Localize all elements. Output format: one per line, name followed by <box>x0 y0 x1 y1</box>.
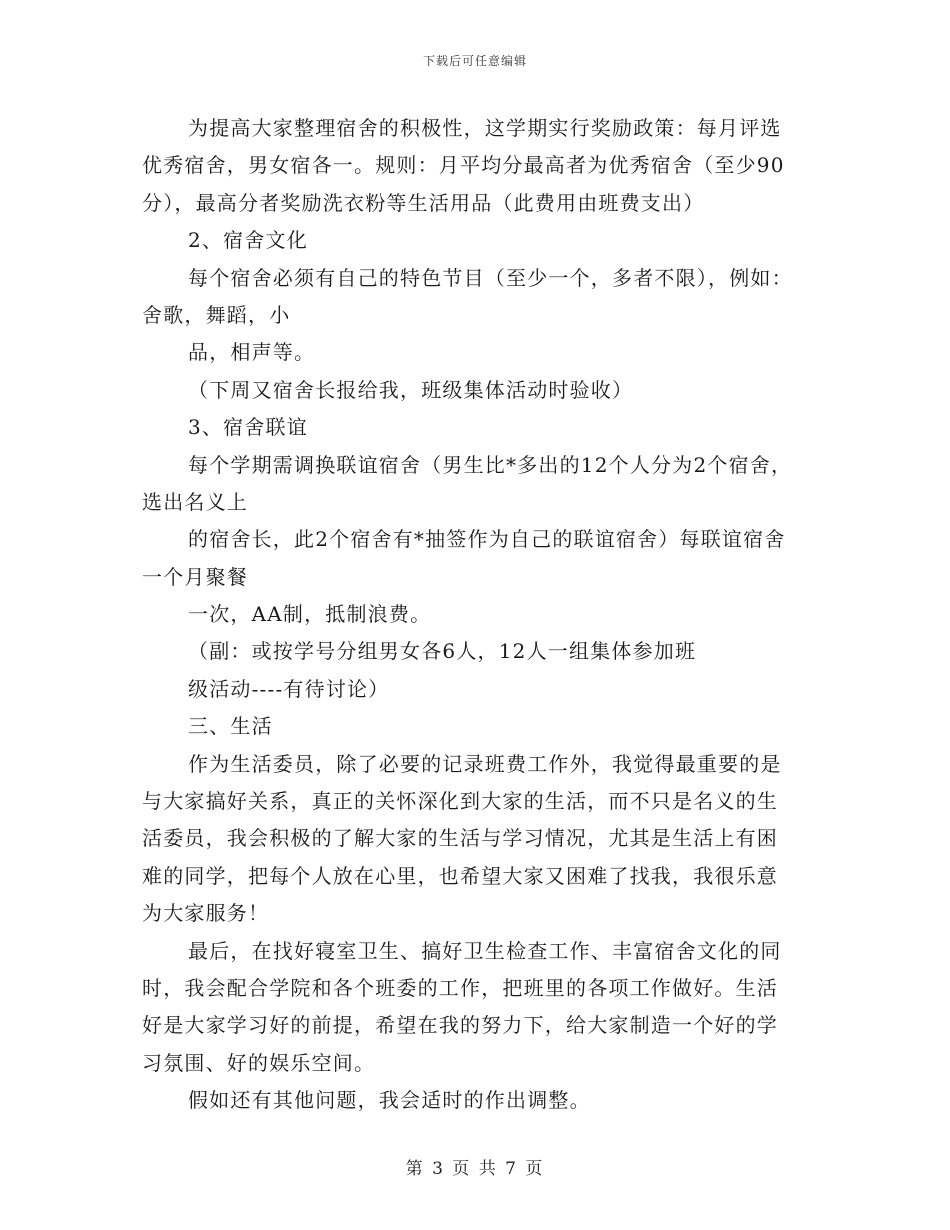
paragraph-line: 舍歌，舞蹈，小 <box>142 302 291 327</box>
paragraph-line: 活委员，我会积极的了解大家的生活与学习情况，尤其是生活上有困 <box>142 826 778 851</box>
page-number: 第 3 页 共 7 页 <box>405 1159 545 1179</box>
paragraph-line: 一次，AA制，抵制浪费。 <box>188 602 432 627</box>
page-header: 下载后可任意编辑 <box>422 54 527 68</box>
paragraph-line: 三、生活 <box>188 714 273 739</box>
paragraph-line: 选出名义上 <box>142 489 248 514</box>
paragraph-line: 级活动----有待讨论） <box>188 676 390 701</box>
document-body <box>142 110 808 1120</box>
paragraph-line: 一个月聚餐 <box>142 564 248 589</box>
paragraph-line: 为大家服务！ <box>142 901 270 926</box>
paragraph-line: 3、宿舍联谊 <box>188 415 308 440</box>
paragraph-line: 优秀宿舍，男女宿各一。规则：月平均分最高者为优秀宿舍（至少90 <box>142 153 785 178</box>
paragraph-line: 好是大家学习好的前提，希望在我的努力下，给大家制造一个好的学 <box>142 1013 778 1038</box>
paragraph-line: 作为生活委员，除了必要的记录班费工作外，我觉得最重要的是 <box>188 751 782 776</box>
paragraph-line: 难的同学，把每个人放在心里，也希望大家又困难了找我，我很乐意 <box>142 863 778 888</box>
paragraph-line: 每个学期需调换联谊宿舍（男生比*多出的12个人分为2个宿舍， <box>188 452 793 477</box>
paragraph-line: 假如还有其他问题，我会适时的作出调整。 <box>188 1088 591 1113</box>
paragraph-line: 的宿舍长，此2个宿舍有*抽签作为自己的联谊宿舍）每联谊宿舍 <box>188 527 786 552</box>
paragraph-line: 最后，在找好寝室卫生、搞好卫生检查工作、丰富宿舍文化的同 <box>188 938 782 963</box>
paragraph-line: 习氛围、好的娱乐空间。 <box>142 1050 376 1075</box>
paragraph-line: 分），最高分者奖励洗衣粉等生活用品（此费用由班费支出） <box>142 190 705 215</box>
paragraph-line: 与大家搞好关系，真正的关怀深化到大家的生活，而不只是名义的生 <box>142 789 778 814</box>
paragraph-line: 品，相声等。 <box>188 340 316 365</box>
paragraph-line: （下周又宿舍长报给我，班级集体活动时验收） <box>188 377 634 402</box>
paragraph-line: 时，我会配合学院和各个班委的工作，把班里的各项工作做好。生活 <box>142 975 778 1000</box>
paragraph-line: （副：或按学号分组男女各6人，12人一组集体参加班 <box>188 639 697 664</box>
paragraph-line: 每个宿舍必须有自己的特色节目（至少一个，多者不限），例如： <box>188 265 793 290</box>
paragraph-line: 2、宿舍文化 <box>188 228 308 253</box>
paragraph-line: 为提高大家整理宿舍的积极性，这学期实行奖励政策：每月评选 <box>188 116 782 140</box>
